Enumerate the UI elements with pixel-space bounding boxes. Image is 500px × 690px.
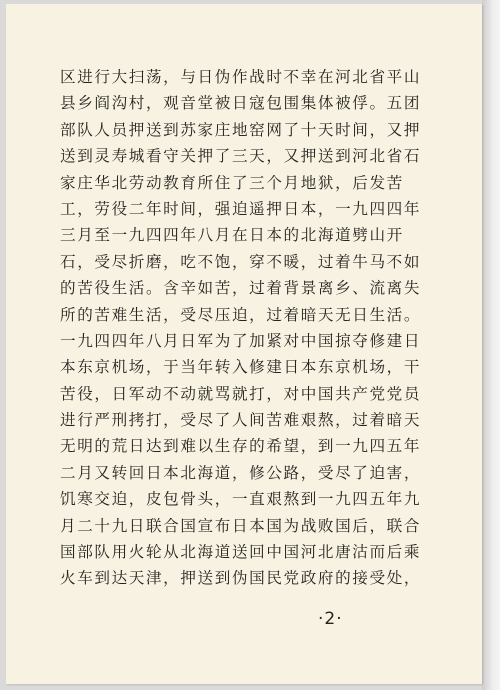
text-line: 部队人员押送到苏家庄地窑网了十天时间，又押	[60, 120, 422, 139]
page-number: ·2·	[318, 609, 343, 629]
text-line: 一九四四年八月日军为了加紧对中国掠夺修建日	[60, 331, 422, 350]
text-line: 月二十九日联合国宣布日本国为战败国后，联合	[60, 516, 422, 535]
text-line: 三月至一九四四年八月在日本的北海道劈山开	[60, 226, 404, 245]
next-page-edge	[482, 0, 500, 690]
text-line: 苦役，日军动不动就骂就打，对中国共产党党员	[60, 384, 422, 403]
text-line: 二月又转回日本北海道，修公路，受尽了迫害，	[60, 463, 422, 482]
text-line: 的苦役生活。含辛如苦，过着背景离乡、流离失	[60, 279, 422, 298]
text-line: 进行严刑拷打，受尽了人间苦难艰熬，过着暗天	[60, 411, 422, 430]
text-line: 所的苦难生活，受尽压迫，过着暗天无日生活。	[60, 305, 422, 324]
document-body	[60, 64, 470, 592]
text-line: 县乡阎沟村，观音堂被日寇包围集体被俘。五团	[60, 94, 422, 113]
text-line: 工，劳役二年时间，强迫遥押日本，一九四四年	[60, 199, 422, 218]
text-line: 国部队用火轮从北海道送回中国河北唐沽而后乘	[60, 543, 422, 562]
text-line: 本东京机场，于当年转入修建日本东京机场，干	[60, 358, 422, 377]
text-line: 送到灵寿城看守关押了三天，又押送到河北省石	[60, 147, 422, 166]
text-line: 家庄华北劳动教育所住了三个月地狱，后发苦	[60, 173, 404, 192]
text-line: 区进行大扫荡，与日伪作战时不幸在河北省平山	[60, 68, 422, 86]
text-line: 无明的荒日达到难以生存的希望，到一九四五年	[60, 437, 422, 456]
text-line: 石，受尽折磨，吃不饱，穿不暖，过着牛马不如	[60, 252, 422, 271]
text-line: 火车到达天津，押送到伪国民党政府的接受处，	[60, 569, 422, 588]
text-line: 饥寒交迫，皮包骨头，一直艰熬到一九四五年九	[60, 490, 422, 509]
